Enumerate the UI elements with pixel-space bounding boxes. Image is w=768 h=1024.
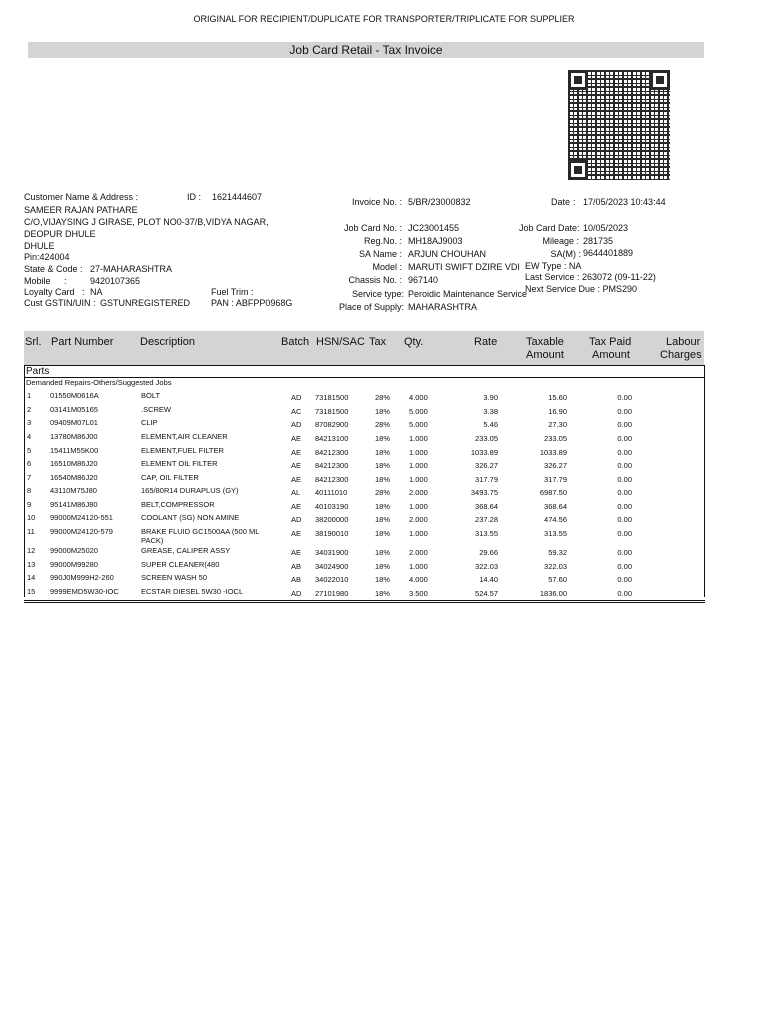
row-part-number: 01550M0616A [50, 391, 99, 400]
row-hsn: 27101980 [315, 589, 349, 598]
repairs-subheading [24, 377, 705, 388]
row-tax-paid-amount: 0.00 [617, 575, 632, 584]
row-description: ELEMENT,AIR CLEANER [141, 432, 228, 441]
row-description: BELT,COMPRESSOR [141, 500, 215, 509]
row-batch: AE [291, 548, 302, 557]
date-label: Date [551, 197, 571, 207]
ew-type: EW Type : NA [525, 261, 582, 271]
row-srl: 3 [27, 418, 32, 427]
row-description: SUPER CLEANER(480 [141, 560, 220, 569]
row-hsn: 34024900 [315, 562, 349, 571]
row-hsn: 87082900 [315, 420, 349, 429]
col-hsn-sac: HSN/SAC [316, 336, 365, 348]
row-hsn: 40111010 [315, 488, 348, 497]
row-description: BOLT [141, 391, 161, 400]
row-tax: 18% [375, 407, 391, 416]
row-tax: 18% [375, 589, 391, 598]
loyalty-label: Loyalty Card [24, 287, 75, 297]
row-rate: 313.55 [475, 529, 498, 538]
customer-id-value: 1621444607 [212, 192, 263, 202]
row-taxable-amount: 1836.00 [539, 589, 567, 598]
col-labour-line1: Labour [666, 336, 701, 348]
row-srl: 13 [27, 560, 36, 569]
customer-name: SAMEER RAJAN PATHARE [24, 205, 138, 215]
row-srl: 4 [27, 432, 32, 441]
table-bottom-rule-double [24, 602, 705, 603]
row-part-number: 15411M55K00 [50, 446, 99, 455]
next-service-due: Next Service Due : PMS290 [525, 284, 638, 294]
row-tax-paid-amount: 0.00 [617, 420, 632, 429]
row-rate: 322.03 [475, 562, 498, 571]
row-qty: 1.000 [409, 529, 428, 538]
row-srl: 10 [27, 513, 36, 522]
row-tax-paid-amount: 0.00 [617, 529, 632, 538]
row-rate: 3.90 [483, 393, 498, 402]
row-tax: 18% [375, 448, 391, 457]
row-tax: 18% [375, 515, 391, 524]
row-part-number: 43110M75J80 [50, 486, 97, 495]
row-srl: 1 [27, 391, 32, 400]
row-rate: 5.46 [483, 420, 498, 429]
row-taxable-amount: 16.90 [548, 407, 567, 416]
col-tax-paid-line2: Amount [592, 349, 630, 361]
copy-designation: ORIGINAL FOR RECIPIENT/DUPLICATE FOR TRANSPORTER/TRIPLICATE FOR SUPPLIER [193, 14, 575, 24]
row-batch: AB [291, 562, 302, 571]
invoice-no-value: 5/BR/23000832 [408, 197, 471, 207]
row-taxable-amount: 313.55 [544, 529, 567, 538]
row-qty: 1.000 [409, 562, 428, 571]
customer-name-label: Customer Name & Address : [24, 192, 139, 202]
row-srl: 12 [27, 546, 36, 555]
row-qty: 4.000 [409, 575, 428, 584]
col-batch: Batch [281, 336, 310, 348]
row-hsn: 34031900 [315, 548, 349, 557]
mobile-label: Mobile [24, 276, 51, 286]
row-tax-paid-amount: 0.00 [617, 393, 632, 402]
row-description: CLIP [141, 418, 158, 427]
row-part-number: 99000M24120-551 [50, 513, 113, 522]
row-qty: 2.000 [409, 488, 428, 497]
row-tax: 18% [375, 502, 391, 511]
row-qty: 1.000 [409, 448, 428, 457]
row-taxable-amount: 233.05 [544, 434, 567, 443]
table-bottom-rule [24, 600, 705, 601]
row-taxable-amount: 27.30 [548, 420, 567, 429]
gstin-separator: : [93, 298, 96, 308]
row-rate: 237.28 [475, 515, 498, 524]
row-batch: AD [291, 515, 302, 524]
col-tax-paid-line1: Tax Paid [589, 336, 632, 348]
row-tax: 28% [375, 393, 391, 402]
loyalty-value: NA [90, 287, 103, 297]
row-tax-paid-amount: 0.00 [617, 502, 632, 511]
row-srl: 15 [27, 587, 36, 596]
parts-label: Parts [26, 366, 50, 377]
row-qty: 1.000 [409, 434, 428, 443]
service-type-label: Service type: [351, 289, 404, 299]
row-part-number: 99000M24120-579 [50, 527, 113, 536]
row-qty: 2.000 [409, 515, 428, 524]
model-value: MARUTI SWIFT DZIRE VDI [408, 262, 520, 272]
row-qty: 1.000 [409, 502, 428, 511]
row-srl: 9 [27, 500, 32, 509]
mobile-value: 9420107365 [90, 276, 141, 286]
chassis-no-label: Chassis No. : [348, 275, 402, 285]
date-value: 17/05/2023 10:43:44 [583, 197, 666, 207]
row-batch: AE [291, 434, 302, 443]
row-part-number: 99000M25020 [50, 546, 98, 555]
customer-address-line2: DEOPUR DHULE [24, 229, 96, 239]
row-taxable-amount: 368.64 [544, 502, 567, 511]
row-rate: 524.57 [475, 589, 498, 598]
col-rate: Rate [474, 336, 498, 348]
row-description: SCREEN WASH 50 [141, 573, 207, 582]
row-taxable-amount: 1033.89 [539, 448, 567, 457]
row-rate: 3493.75 [470, 488, 498, 497]
row-description: 165/80R14 DURAPLUS (GY) [141, 486, 239, 495]
row-hsn: 73181500 [315, 407, 349, 416]
model-label: Model : [372, 262, 402, 272]
row-srl: 2 [27, 405, 32, 414]
row-tax-paid-amount: 0.00 [617, 515, 632, 524]
state-value: 27-MAHARASHTRA [90, 264, 173, 274]
col-srl: Srl. [25, 336, 42, 348]
sam-value: 9644401889 [583, 248, 634, 258]
row-srl: 5 [27, 446, 32, 455]
row-rate: 3.38 [483, 407, 498, 416]
row-part-number: 16540M86J20 [50, 473, 98, 482]
invoice-no-label: Invoice No. : [351, 197, 402, 207]
row-rate: 29.66 [479, 548, 498, 557]
row-srl: 14 [27, 573, 36, 582]
sam-label: SA(M) : [550, 249, 581, 259]
row-tax-paid-amount: 0.00 [617, 562, 632, 571]
row-batch: AB [291, 575, 302, 584]
row-taxable-amount: 57.60 [548, 575, 567, 584]
row-part-number: 09409M07L01 [50, 418, 98, 427]
job-card-no-label: Job Card No. : [343, 223, 402, 233]
reg-no-value: MH18AJ9003 [408, 236, 463, 246]
sa-name-label: SA Name : [358, 249, 402, 259]
row-hsn: 84212300 [315, 475, 349, 484]
row-batch: AE [291, 529, 302, 538]
row-tax: 18% [375, 529, 391, 538]
row-description: ELEMENT,FUEL FILTER [141, 446, 224, 455]
row-hsn: 38190010 [315, 529, 349, 538]
customer-address-line1: C/O,VIJAYSING J GIRASE, PLOT NO0-37/B,VIDYA NAGAR, [24, 217, 269, 227]
row-tax: 18% [375, 434, 391, 443]
row-qty: 5.000 [409, 407, 428, 416]
row-description: CAP, OIL FILTER [141, 473, 199, 482]
row-tax: 18% [375, 575, 391, 584]
row-qty: 4.000 [409, 393, 428, 402]
col-labour-line2: Charges [660, 349, 702, 361]
row-taxable-amount: 15.60 [548, 393, 567, 402]
row-qty: 5.000 [409, 420, 428, 429]
row-taxable-amount: 317.79 [544, 475, 567, 484]
job-card-no-value: JC23001455 [408, 223, 460, 233]
row-srl: 8 [27, 486, 32, 495]
row-qty: 2.000 [409, 548, 428, 557]
row-tax: 18% [375, 562, 391, 571]
sa-name-value: ARJUN CHOUHAN [408, 249, 487, 259]
row-tax-paid-amount: 0.00 [617, 407, 632, 416]
customer-address-line3: DHULE [24, 241, 55, 251]
row-description: ECSTAR DIESEL 5W30 -IOCL [141, 587, 244, 596]
row-qty: 3.500 [409, 589, 428, 598]
row-rate: 1033.89 [470, 448, 498, 457]
row-hsn: 84212300 [315, 448, 349, 457]
repairs-subheading-text: Demanded Repairs-Others/Suggested Jobs [26, 378, 172, 387]
row-hsn: 84213100 [315, 434, 349, 443]
col-taxable-line1: Taxable [526, 336, 564, 348]
row-qty: 1.000 [409, 461, 428, 470]
row-description: ELEMENT OIL FILTER [141, 459, 218, 468]
col-taxable-line2: Amount [526, 349, 564, 361]
row-hsn: 40103190 [315, 502, 349, 511]
row-rate: 368.64 [475, 502, 498, 511]
row-taxable-amount: 6987.50 [539, 488, 567, 497]
row-batch: AE [291, 448, 302, 457]
row-taxable-amount: 326.27 [544, 461, 567, 470]
row-taxable-amount: 322.03 [544, 562, 567, 571]
qr-code-icon [568, 70, 670, 180]
last-service: Last Service : 263072 (09-11-22) [525, 272, 656, 282]
row-tax-paid-amount: 0.00 [617, 461, 632, 470]
row-batch: AE [291, 475, 302, 484]
col-part-number: Part Number [51, 336, 114, 348]
chassis-no-value: 967140 [408, 275, 439, 285]
row-part-number: 95141M86J80 [50, 500, 98, 509]
col-description: Description [140, 336, 196, 348]
customer-id-label: ID : [187, 192, 202, 202]
row-batch: AC [291, 407, 302, 416]
service-type-value: Peroidic Maintenance Service [408, 289, 528, 299]
col-tax: Tax [369, 336, 387, 348]
place-of-supply-label: Place of Supply: [338, 302, 404, 312]
row-tax: 28% [375, 420, 391, 429]
row-batch: AD [291, 420, 302, 429]
row-srl: 7 [27, 473, 32, 482]
row-part-number: 9999EMD5W30-IOC [50, 587, 119, 596]
row-part-number: 13780M86J00 [50, 432, 98, 441]
row-description: COOLANT (SG) NON AMINE [141, 513, 240, 522]
date-separator: : [573, 197, 576, 207]
row-tax: 18% [375, 475, 391, 484]
row-batch: AE [291, 461, 302, 470]
pan-number: PAN : ABFPP0968G [211, 298, 293, 308]
mobile-separator: : [64, 276, 67, 286]
row-rate: 14.40 [479, 575, 498, 584]
job-card-date-label: Job Card Date: [519, 223, 580, 233]
row-srl: 6 [27, 459, 32, 468]
fuel-trim-label: Fuel Trim : [211, 287, 254, 297]
customer-pin: Pin:424004 [24, 252, 70, 262]
row-srl: 11 [27, 527, 35, 536]
row-batch: AE [291, 502, 302, 511]
gstin-label: Cust GSTIN/UIN [24, 298, 91, 308]
row-description: BRAKE FLUID GC1500AA (500 ML PACK) [141, 527, 260, 545]
gstin-value: GSTUNREGISTERED [100, 298, 191, 308]
row-tax-paid-amount: 0.00 [617, 434, 632, 443]
row-qty: 1.000 [409, 475, 428, 484]
document-title: Job Card Retail - Tax Invoice [28, 42, 704, 58]
row-rate: 233.05 [475, 434, 498, 443]
items-table-body [24, 388, 705, 597]
row-rate: 326.27 [475, 461, 498, 470]
row-description: GREASE, CALIPER ASSY [141, 546, 231, 555]
row-part-number: 99000M99280 [50, 560, 98, 569]
items-table-header [24, 331, 704, 365]
row-tax-paid-amount: 0.00 [617, 488, 632, 497]
job-card-date-value: 10/05/2023 [583, 223, 629, 233]
row-rate: 317.79 [475, 475, 498, 484]
row-hsn: 38200000 [315, 515, 349, 524]
row-part-number: 990J0M999H2-260 [50, 573, 114, 582]
row-batch: AL [291, 488, 301, 497]
row-batch: AD [291, 393, 302, 402]
row-tax: 18% [375, 461, 391, 470]
place-of-supply-value: MAHARASHTRA [408, 302, 478, 312]
row-tax-paid-amount: 0.00 [617, 548, 632, 557]
row-hsn: 34022010 [315, 575, 349, 584]
mileage-value: 281735 [583, 236, 614, 246]
row-tax: 28% [375, 488, 391, 497]
row-tax-paid-amount: 0.00 [617, 589, 632, 598]
row-part-number: 03141M05165 [50, 405, 98, 414]
row-tax-paid-amount: 0.00 [617, 448, 632, 457]
reg-no-label: Reg.No. : [363, 236, 402, 246]
col-qty: Qty. [404, 336, 424, 348]
row-batch: AD [291, 589, 302, 598]
row-hsn: 84212300 [315, 461, 349, 470]
mileage-label: Mileage : [542, 236, 579, 246]
state-label: State & Code : [24, 264, 83, 274]
row-hsn: 73181500 [315, 393, 349, 402]
row-taxable-amount: 474.56 [544, 515, 567, 524]
row-tax-paid-amount: 0.00 [617, 475, 632, 484]
row-taxable-amount: 59.32 [548, 548, 567, 557]
row-part-number: 16510M86J20 [50, 459, 98, 468]
row-description: .SCREW [141, 405, 171, 414]
loyalty-separator: : [82, 287, 85, 297]
row-tax: 18% [375, 548, 391, 557]
